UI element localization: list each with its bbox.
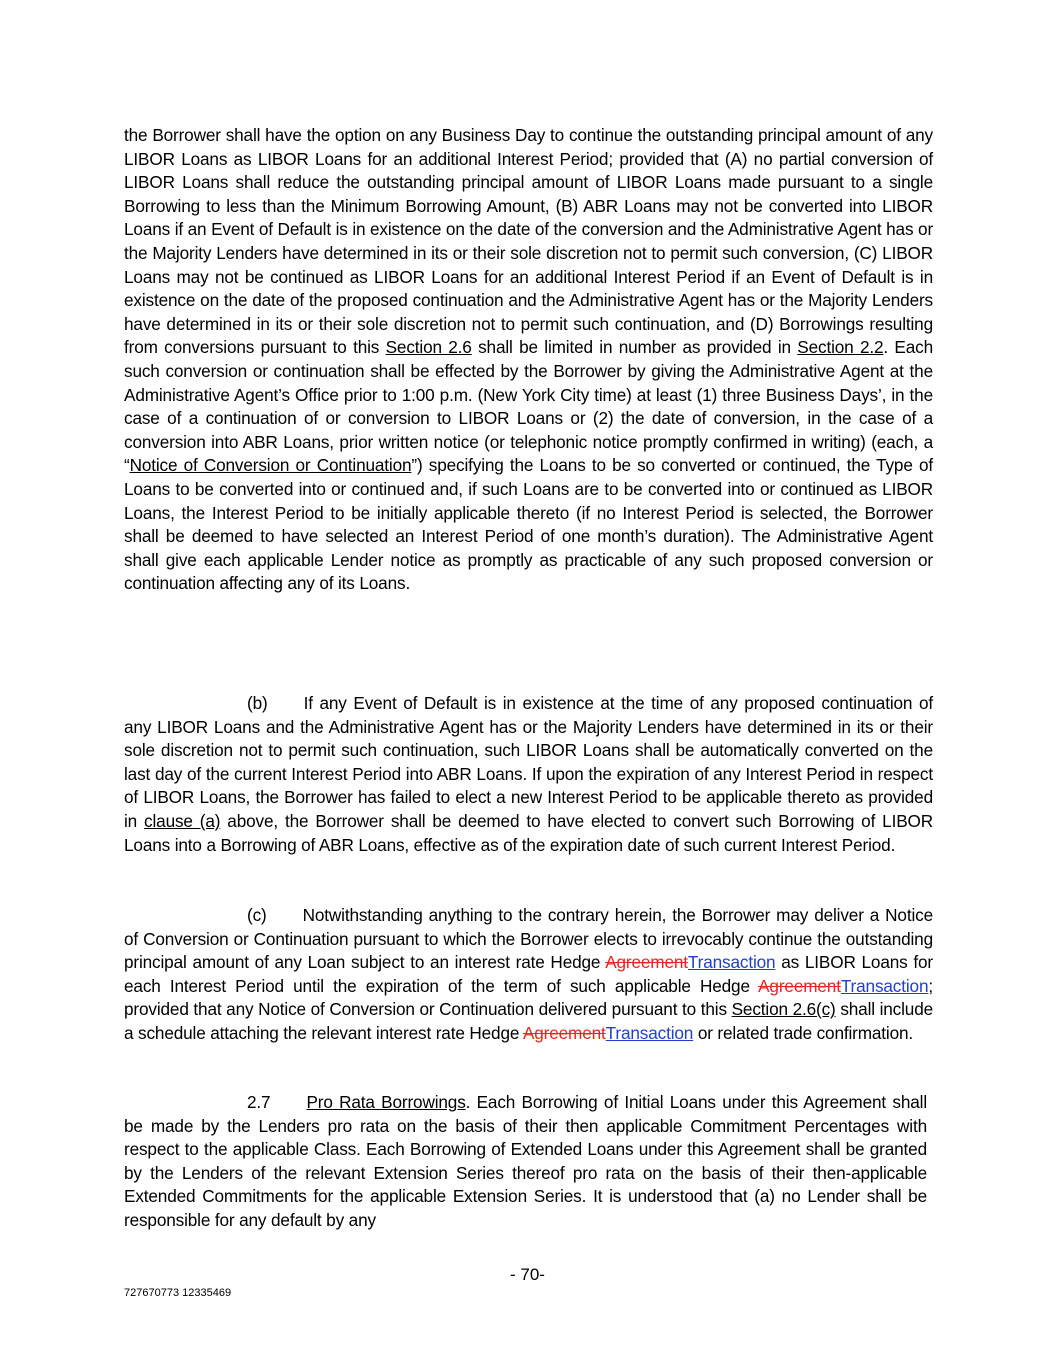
- section-reference: Section 2.6(c): [731, 999, 836, 1020]
- document-id: 727670773 12335469: [124, 1287, 232, 1299]
- paragraph-text: [124, 904, 933, 1046]
- paragraph-b: [124, 692, 933, 857]
- inserted-text: Transaction: [687, 952, 776, 973]
- text-run: shall be limited in number as provided in: [471, 337, 798, 358]
- text-run: Notwithstanding anything to the contrary herein, the Borrower may deliver a Notice of Conversion or Continuation pursuant to which the Borrower elects to irrevocably continue the outstanding principal amount of any Loan subject to an interest rate Hedge: [124, 905, 933, 973]
- paragraph-a-continuation: [124, 124, 933, 596]
- section-number: 2.7: [247, 1092, 271, 1112]
- section-reference: Section 2.2: [797, 337, 884, 358]
- page-number: - 70-: [510, 1265, 545, 1284]
- clause-reference: clause (a): [144, 810, 221, 831]
- inserted-text: Transaction: [840, 975, 929, 996]
- clause-label: (c): [247, 905, 267, 925]
- text-run: shall include a schedule attaching the relevant interest rate Hedge: [124, 999, 934, 1043]
- text-run: . Each such conversion or continuation shall be effected by the Borrower by giving the Administrative Agent at the Administrative Agent’s Office prior to 1:00 p.m. (New York City time) at least (1) three Business Days’, in the case of a continuation of or conversion to LIBOR Loans or (2) the date of conversion, in the case of a conversion into ABR Loans, prior written notice (or telephonic notice promptly confirmed in writing) (each, a “: [124, 337, 933, 476]
- inserted-text: Transaction: [605, 1022, 694, 1043]
- text-run: . Each Borrowing of Initial Loans under this Agreement shall be made by the Lenders pro rata on the basis of their then applicable Commitment Percentages with respect to the applicable Class. Each Borrowing of Extended Loans under this Agreement shall be granted by the Lenders of the relevant Extension Series thereof pro rata on the basis of their then-applicable Extended Commitments for the applicable Extension Series. It is understood that (a) no Lender shall be responsible for any default by any: [124, 1092, 927, 1230]
- deleted-text: Agreement: [605, 952, 688, 973]
- text-run: ”) specifying the Loans to be so converted or continued, the Type of Loans to be converted into or continued and, if such Loans are to be converted into or continued as LIBOR Loans, the Interest Period to be initially applicable thereto (if no Interest Period is selected, the Borrower shall be deemed to have selected an Interest Period of one month’s duration). The Administrative Agent shall give each applicable Lender notice as promptly as practicable of any such proposed conversion or continuation affecting any of its Loans.: [124, 455, 933, 594]
- paragraph-text: [124, 692, 933, 857]
- deleted-text: Agreement: [522, 1022, 606, 1043]
- paragraph-text: [124, 124, 933, 596]
- paragraph-c: [124, 904, 933, 1046]
- section-reference: Section 2.6: [385, 337, 472, 358]
- section-heading: Pro Rata Borrowings: [306, 1092, 466, 1112]
- section-2-7: [124, 1091, 927, 1233]
- defined-term: Notice of Conversion or Continuation: [129, 455, 412, 476]
- text-run: ; provided that any Notice of Conversion or Continuation delivered pursuant to this: [124, 975, 933, 1020]
- clause-label: (b): [247, 693, 268, 713]
- text-run: as LIBOR Loans for each Interest Period until the expiration of the term of such applicable Hedge: [124, 952, 933, 996]
- text-run: the Borrower shall have the option on any Business Day to continue the outstanding principal amount of any LIBOR Loans as LIBOR Loans for an additional Interest Period; provided that (A) no partial conversion of LIBOR Loans shall reduce the outstanding principal amount of LIBOR Loans made pursuant to a single Borrowing to less than the Minimum Borrowing Amount, (B) ABR Loans may not be converted into LIBOR Loans if an Event of Default is in existence on the date of the conversion and the Administrative Agent has or the Majority Lenders have determined in its or their sole discretion not to permit such conversion, (C) LIBOR Loans may not be continued as LIBOR Loans for an additional Interest Period if an Event of Default is in existence on the date of the proposed continuation and the Administrative Agent has or the Majority Lenders have determined in its or their sole discretion not to permit such continuation, and (D) Borrowings resulting from conversions pursuant to this: [124, 125, 934, 358]
- text-run: or related trade confirmation.: [693, 1022, 914, 1043]
- deleted-text: Agreement: [758, 975, 841, 996]
- paragraph-text: [124, 1091, 927, 1233]
- text-run: above, the Borrower shall be deemed to have elected to convert such Borrowing of LIBOR Loans into a Borrowing of ABR Loans, effective as of the expiration date of such current Interest Period.: [124, 810, 934, 855]
- text-run: If any Event of Default is in existence at the time of any proposed continuation of any LIBOR Loans and the Administrative Agent has or the Majority Lenders have determined in its or their sole discretion not to permit such continuation, such LIBOR Loans shall be automatically converted on the last day of the current Interest Period into ABR Loans. If upon the expiration of any Interest Period in respect of LIBOR Loans, the Borrower has failed to elect a new Interest Period to be applicable thereto as provided in: [124, 693, 933, 831]
